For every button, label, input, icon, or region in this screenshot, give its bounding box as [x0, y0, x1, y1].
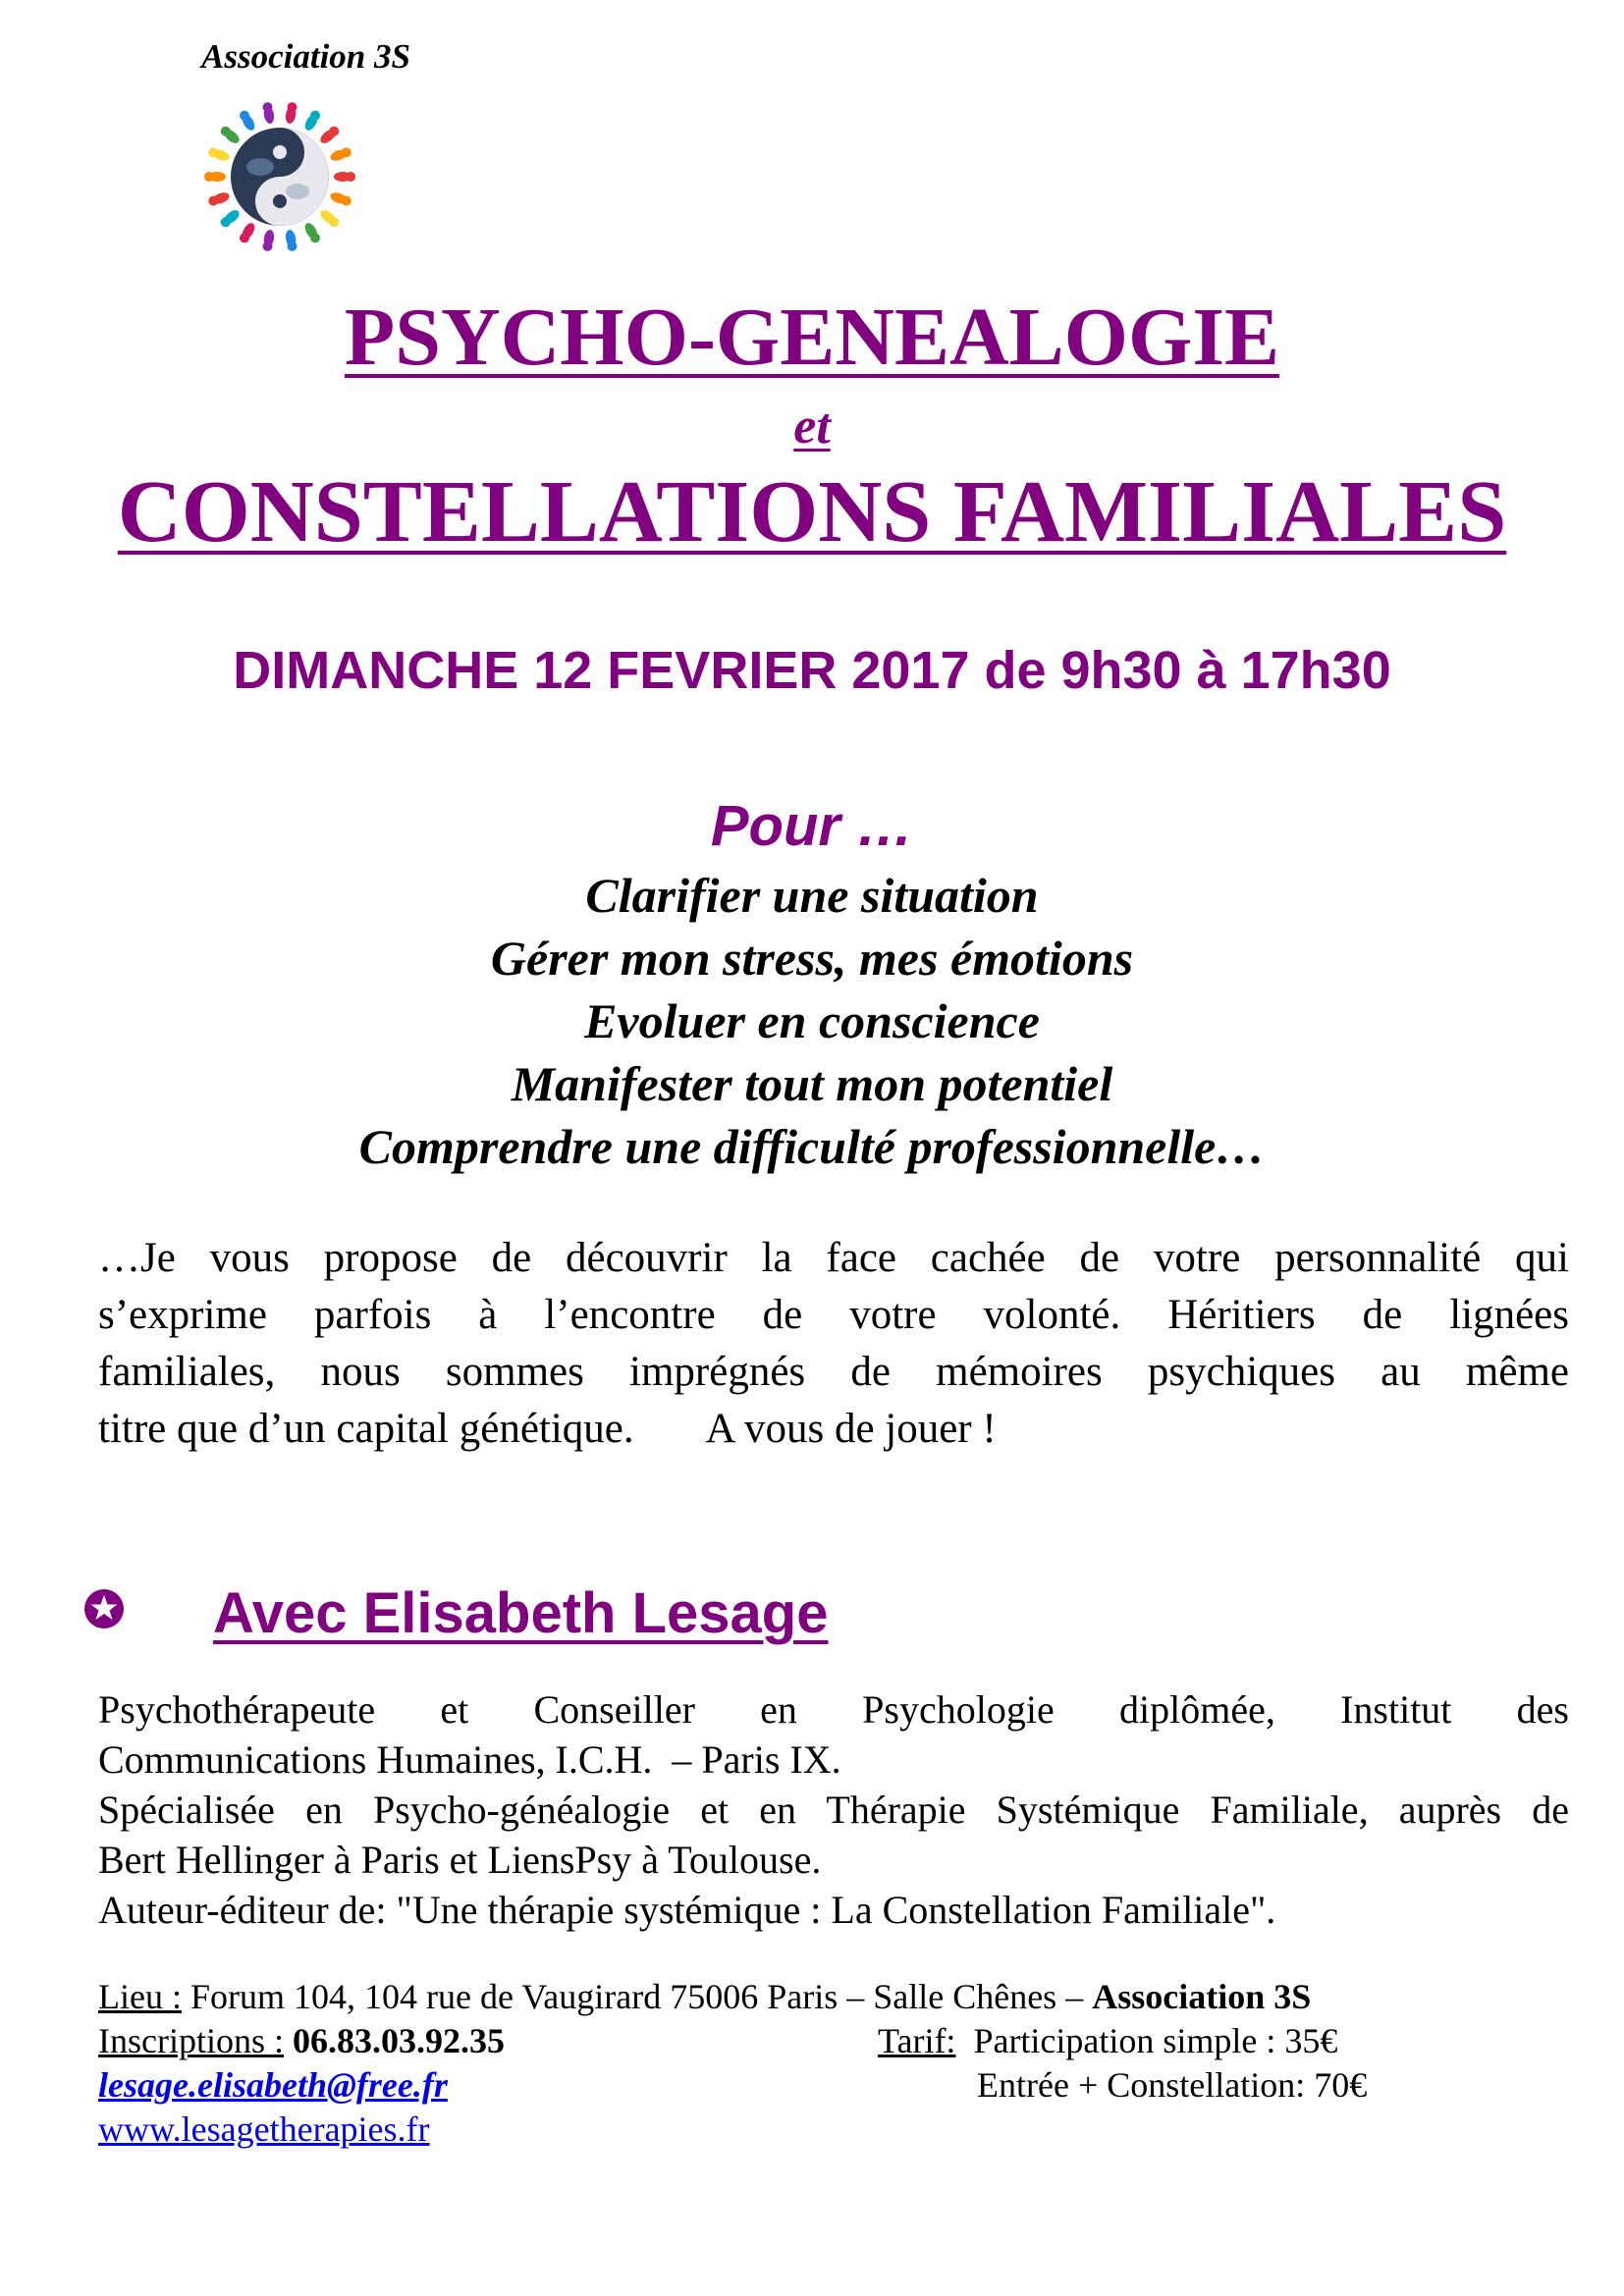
bio-line: Auteur-éditeur de: "Une thérapie systémique : La Constellation Familiale". — [98, 1888, 1276, 1932]
presenter-heading: Avec Elisabeth Lesage — [213, 1581, 829, 1645]
price-simple: Participation simple : 35€ — [955, 2021, 1338, 2060]
logo-person-body — [334, 172, 352, 182]
price-constellation: Entrée + Constellation: 70€ — [977, 2065, 1368, 2105]
logo-person-body — [208, 172, 226, 182]
goal-item: Evoluer en conscience — [584, 993, 1040, 1048]
intro-line: …Je vous propose de découvrir la face cachée de votre personnalité qui — [98, 1235, 1569, 1281]
goal-item: Comprendre une difficulté professionnelle… — [358, 1119, 1266, 1174]
event-date: DIMANCHE 12 FEVRIER 2017 de 9h30 à 17h30 — [233, 641, 1391, 700]
bio-line: Bert Hellinger à Paris et LiensPsy à Toulouse. — [98, 1838, 822, 1882]
phone-number: 06.83.03.92.35 — [283, 2021, 505, 2060]
main-subtitle: CONSTELLATIONS FAMILIALES — [117, 463, 1507, 561]
association-name: Association 3S — [201, 37, 410, 76]
main-title: PSYCHO-GENEALOGIE — [344, 292, 1280, 383]
intro-line: s’exprime parfois à l’encontre de votre volonté. Héritiers de lignées — [98, 1292, 1569, 1338]
venue-info — [98, 1975, 1311, 2018]
presenter-bio — [98, 1684, 1569, 1935]
price-label: Tarif: — [878, 2021, 956, 2060]
website-link[interactable]: www.lesagetherapies.fr — [98, 2109, 430, 2149]
venue-address: Forum 104, 104 rue de Vaugirard 75006 Paris – Salle Chênes – — [181, 1977, 1093, 2016]
intro-line: titre que d’un capital génétique. A vous de jouer ! — [98, 1406, 997, 1452]
venue-association: Association 3S — [1092, 1977, 1312, 2016]
goals-heading: Pour … — [710, 794, 914, 858]
goals-list — [0, 864, 1624, 1178]
bio-line: Communications Humaines, I.C.H. – Paris IX. — [98, 1737, 841, 1782]
goal-item: Clarifier une situation — [585, 868, 1039, 923]
bio-line: Psychothérapeute et Conseiller en Psychologie diplômée, Institut des — [98, 1687, 1569, 1732]
price-info — [878, 2019, 1337, 2062]
intro-paragraph — [98, 1230, 1569, 1458]
goal-item: Manifester tout mon potentiel — [511, 1056, 1113, 1111]
intro-line: familiales, nous sommes imprégnés de mémoires psychiques au même — [98, 1349, 1569, 1395]
star-bullet-icon — [82, 1587, 126, 1630]
email-link[interactable]: lesage.elisabeth@free.fr — [98, 2065, 448, 2105]
association-logo — [201, 98, 358, 255]
goal-item: Gérer mon stress, mes émotions — [490, 931, 1134, 986]
registration-label: Inscriptions : — [98, 2021, 284, 2060]
title-connector: et — [793, 399, 831, 454]
venue-label: Lieu : — [98, 1977, 182, 2016]
registration-info — [98, 2019, 505, 2062]
bio-line: Spécialisée en Psycho-généalogie et en Thérapie Systémique Familiale, auprès de — [98, 1788, 1569, 1832]
